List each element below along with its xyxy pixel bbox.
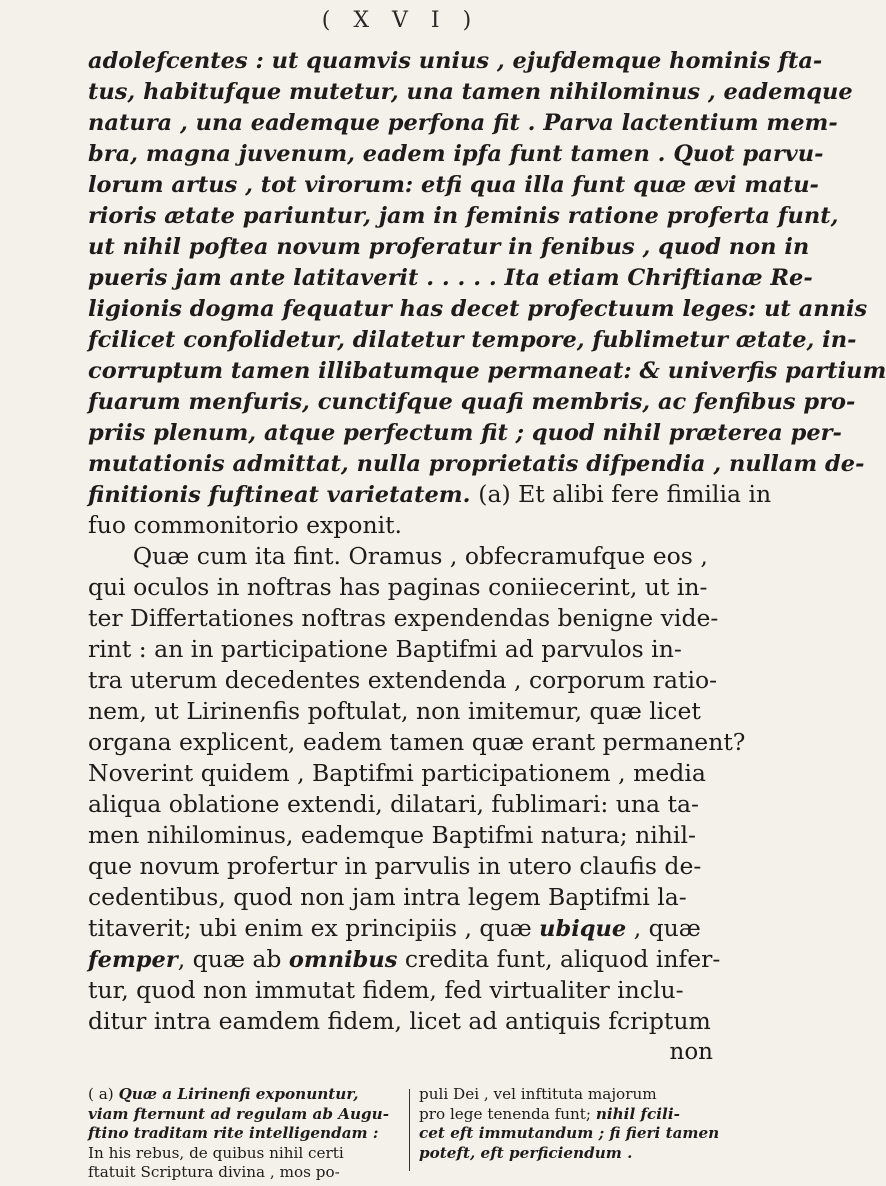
text-run: mutationis admittat, nulla proprietatis difpendia , nullam de- <box>88 451 865 477</box>
text-run: ditur intra eamdem fidem, licet ad antiquis fcriptum <box>88 1007 711 1035</box>
footnote-left-column <box>88 1085 389 1183</box>
text-run: ligionis dogma fequatur has decet profectuum leges: ut annis <box>88 296 868 322</box>
text-line <box>88 261 813 294</box>
text-run: men nihilominus, eademque Baptifmi natura; nihil- <box>88 821 696 849</box>
text-line <box>88 75 853 108</box>
text-run: credita funt, aliquod infer- <box>397 945 721 973</box>
text-run: ftino traditam rite intelligendam : <box>88 1124 379 1142</box>
text-run: cedentibus, quod non jam intra legem Baptifmi la- <box>88 883 687 911</box>
text-run: rint : an in participatione Baptifmi ad parvulos in- <box>88 635 682 663</box>
text-line <box>88 633 682 665</box>
text-run: tus, habitufque mutetur, una tamen nihilominus , eademque <box>88 79 853 105</box>
text-run: viam fternunt ad regulam ab Augu- <box>88 1104 390 1123</box>
text-run: rioris ætate pariuntur, jam in feminis ratione proferta funt, <box>88 203 839 229</box>
text-line <box>88 1005 711 1037</box>
text-line <box>88 478 771 511</box>
text-line <box>88 385 855 418</box>
text-run: Noverint quidem , Baptifmi participationem , media <box>88 759 706 787</box>
text-run: femper <box>88 947 178 973</box>
text-line <box>88 850 701 882</box>
text-run: priis plenum, atque perfectum fit ; quod nihil præterea per- <box>88 420 842 446</box>
footnote-line <box>88 1105 389 1125</box>
text-run: cet eft immutandum ; fi fieri tamen <box>419 1124 720 1142</box>
text-line <box>88 168 819 201</box>
text-run: que novum profertur in parvulis in utero claufis de- <box>88 852 702 880</box>
footnote-line <box>419 1105 719 1125</box>
text-line <box>88 230 809 263</box>
text-line <box>88 695 701 727</box>
text-run: lorum artus , tot virorum: etfi qua illa funt quæ ævi matu- <box>88 172 819 198</box>
text-line <box>88 292 867 325</box>
catchword: non <box>669 1039 713 1065</box>
text-run: tra uterum decedentes extendenda , corporum ratio- <box>88 666 718 694</box>
text-line <box>88 44 822 77</box>
footnote-line <box>88 1085 389 1105</box>
text-run: fcilicet confolidetur, dilatetur tempore, fublimetur ætate, in- <box>88 327 857 353</box>
footnote-line <box>88 1124 389 1144</box>
text-line <box>88 509 402 541</box>
text-line <box>88 819 696 851</box>
footnote-line <box>419 1124 719 1144</box>
text-run: Quæ a Lirinenfi exponuntur, <box>118 1085 359 1103</box>
text-run: qui oculos in noftras has paginas coniiecerint, ut in- <box>88 573 708 601</box>
text-run: ut nihil poftea novum proferatur in fenibus , quod non in <box>88 234 810 260</box>
text-line <box>88 974 684 1006</box>
text-run: fuarum menfuris, cunctifque quafi membris, ac fenfibus pro- <box>88 389 856 415</box>
text-line <box>88 199 838 232</box>
text-run: omnibus <box>288 947 398 973</box>
footnote-divider <box>409 1089 410 1171</box>
text-run: pueris jam ante latitaverit . . . . . Ita etiam Chriftianæ Re- <box>88 265 813 291</box>
text-run: puli Dei , vel inftituta majorum <box>419 1085 657 1103</box>
text-run: bra, magna juvenum, eadem ipfa funt tamen . Quot parvu- <box>88 141 824 167</box>
text-run: fuo commonitorio exponit. <box>88 511 403 539</box>
text-run: nihil fcili- <box>595 1104 680 1123</box>
text-run: natura , una eademque perfona fit . Parva lactentium mem- <box>88 110 838 136</box>
text-line <box>88 726 745 758</box>
text-run: aliqua oblatione extendi, dilatari, fublimari: una ta- <box>88 790 699 818</box>
text-run: , quæ ab <box>177 945 289 973</box>
text-run: (a) Et alibi fere fimilia in <box>478 480 772 508</box>
footnote-line <box>419 1085 719 1105</box>
text-line <box>88 447 864 480</box>
text-run: titaverit; ubi enim ex principiis , quæ <box>88 914 540 942</box>
text-line <box>88 788 699 820</box>
text-run: ftatuit Scriptura divina , mos po- <box>88 1163 340 1181</box>
text-run: In his rebus, de quibus nihil certi <box>88 1143 344 1162</box>
footnote-line <box>88 1144 389 1164</box>
text-run: pro lege tenenda funt; <box>419 1104 596 1123</box>
text-run: corruptum tamen illibatumque permaneat: & univerfis partium <box>88 358 886 384</box>
text-run: ( a) <box>88 1085 119 1103</box>
page-header: ( X V I ) <box>321 8 480 33</box>
footnote-right-column <box>419 1085 719 1163</box>
text-line <box>88 323 856 356</box>
footnote-line <box>88 1163 389 1183</box>
text-line <box>88 416 842 449</box>
text-run: finitionis fuftineat varietatem. <box>88 482 479 508</box>
text-line <box>88 912 701 945</box>
text-line <box>88 571 707 603</box>
text-line <box>88 757 706 789</box>
text-run: nem, ut Lirinenfis poftulat, non imitemur, quæ licet <box>88 697 701 725</box>
text-line <box>88 943 720 976</box>
text-line <box>88 540 708 572</box>
text-line <box>88 664 717 696</box>
text-run: adolefcentes : ut quamvis unius , ejufdemque hominis fta- <box>88 48 823 74</box>
text-run: poteft, eft perficiendum . <box>419 1143 633 1162</box>
text-line <box>88 354 886 387</box>
text-run: , quæ <box>626 914 701 942</box>
text-run: organa explicent, eadem tamen quæ erant permanent? <box>88 728 746 756</box>
footnote-line <box>419 1144 719 1164</box>
text-line <box>88 602 718 634</box>
text-run: ter Differtationes noftras expendendas benigne vide- <box>88 604 719 632</box>
text-run: ubique <box>539 916 627 942</box>
text-run: Quæ cum ita fint. Oramus , obfecramufque eos , <box>88 542 708 570</box>
text-line <box>88 137 823 170</box>
text-run: tur, quod non immutat fidem, fed virtualiter inclu- <box>88 976 684 1004</box>
text-line <box>88 881 687 913</box>
text-line <box>88 106 838 139</box>
